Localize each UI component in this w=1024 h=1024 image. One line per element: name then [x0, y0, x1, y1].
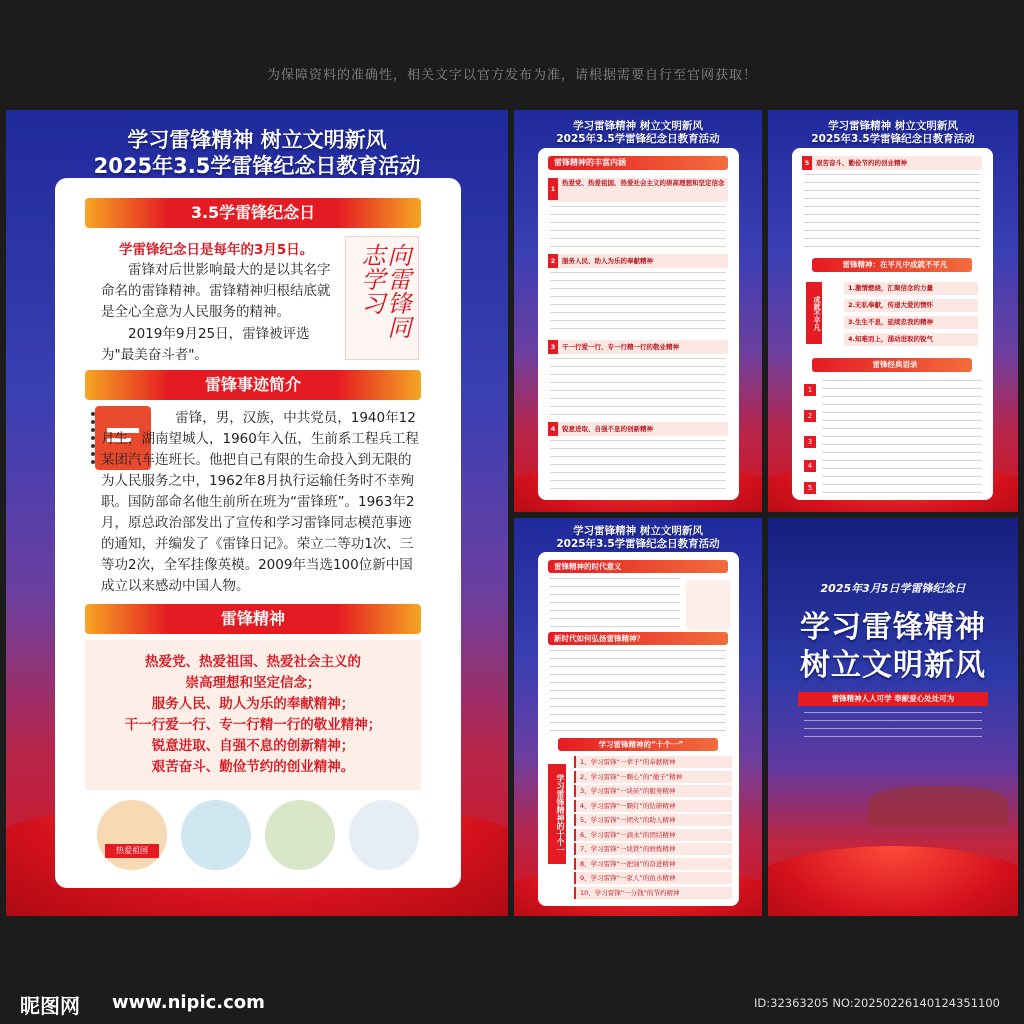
poster3-title: 学习雷锋精神 树立文明新风: [828, 120, 958, 132]
poster2-text-2: [550, 272, 726, 336]
spirit-line-2: 崇高理想和坚定信念；: [185, 675, 321, 691]
illustration-cleaning: [263, 798, 337, 872]
poster5-date: 2025年3月5日学雷锋纪念日: [820, 582, 966, 595]
main-subtitle: 2025年3.5学雷锋纪念日教育活动: [93, 154, 421, 178]
poster4-title: 学习雷锋精神 树立文明新风: [573, 525, 703, 537]
poster2-item-1: 1 热爱党、热爱祖国、热爱社会主义的崇高理想和坚定信念: [548, 178, 728, 202]
poster3-item-5: 5 艰苦奋斗、勤俭节约的创业精神: [802, 156, 982, 170]
ten-item: 7、学习雷锋“一块铁”的磨炼精神: [574, 843, 732, 855]
poster5-ribbon-label: 雷锋精神人人可学 奉献爱心处处可为: [798, 692, 988, 706]
ten-item: 3、学习雷锋“一块砖”的服务精神: [574, 785, 732, 797]
deeds-body: 雷锋，男，汉族，中共党员，1940年12月生，湖南望城人，1960年入伍，生前系工程兵工程某团汽车连班长。他把自己有限的生命投入到无限的为人民服务之中，1962年8月执行运输任务时不幸殉职。国防部命名他生前所在班为“雷锋班”。1963年2月，原总政治部发出了宣传和学习雷锋同志模范事迹的通知，并编发了《雷锋日记》。荣立二等功1次、三等功2次，全军挂像英模。2009年当选100位新中国成立以来感动中国人物。: [101, 410, 419, 594]
ten-item: 2、学习雷锋“一颗心”的“傻子”精神: [574, 771, 732, 783]
site-url[interactable]: www.nipic.com: [112, 992, 265, 1013]
red-ribbon-decoration: [768, 846, 1018, 916]
site-logo[interactable]: 昵图网: [20, 994, 80, 1018]
section-title-memorial-day: 3.5学雷锋纪念日: [85, 198, 421, 228]
poster2-item-2: 2 服务人民、助人为乐的奉献精神: [548, 254, 728, 268]
branch-2: 2.无私奉献，传递大爱的情怀: [844, 299, 978, 312]
poster5-title-1: 学习雷锋精神: [800, 610, 986, 645]
illustration-helping: [179, 798, 253, 872]
memorial-body-1: 雷锋对后世影响最大的是以其名字命名的雷锋精神。雷锋精神归根结底就是全心全意为人民服务的精神。: [101, 262, 331, 320]
quote-num-2: 2: [804, 410, 816, 422]
poster-5: [768, 518, 1018, 916]
memorial-lead: 学雷锋纪念日是每年的3月5日。: [119, 242, 314, 258]
poster2-text-4: [550, 440, 726, 490]
poster4-heading-1: 雷锋精神的时代意义: [548, 560, 728, 573]
quote-num-3: 3: [804, 436, 816, 448]
main-poster: [6, 110, 508, 916]
main-title: 学习雷锋精神 树立文明新风: [127, 128, 387, 152]
poster4-subtitle: 2025年3.5学雷锋纪念日教育活动: [556, 538, 720, 550]
poster4-vertical-label: 学习雷锋精神的十个一: [548, 764, 566, 864]
main-card: [55, 178, 461, 888]
illus-label: 热爱祖国: [105, 844, 159, 858]
poster3-subtitle: 2025年3.5学雷锋纪念日教育活动: [811, 133, 975, 145]
poster3-card: [792, 148, 993, 500]
spirit-line-6: 艰苦奋斗、勤俭节约的创业精神。: [151, 759, 355, 775]
quote-num-5: 5: [804, 482, 816, 494]
poster2-item-3: 3 干一行爱一行、专一行精一行的敬业精神: [548, 340, 728, 354]
illustration-kids-flag: [95, 798, 169, 872]
poster2-card: [538, 148, 739, 500]
illustration-volunteers: [347, 798, 421, 872]
image-id: ID:32363205 NO:20250226140124351100: [754, 996, 1000, 1010]
memorial-body-2: 2019年9月25日，雷锋被评选为"最美奋斗者"。: [101, 326, 310, 363]
spirit-box: [85, 640, 421, 790]
poster3-quotes-text: [822, 380, 982, 494]
poster2-subtitle: 2025年3.5学雷锋纪念日教育活动: [556, 133, 720, 145]
poster3-vertical-label: 成就不平凡: [806, 282, 822, 344]
spirit-line-4: 干一行爱一行、专一行精一行的敬业精神；: [124, 717, 382, 733]
ten-item: 6、学习雷锋“一滴水”的团结精神: [574, 829, 732, 841]
section-title-spirit: 雷锋精神: [85, 604, 421, 634]
ten-item: 9、学习雷锋“一家人”的鱼水精神: [574, 872, 732, 884]
ten-item: 4、学习雷锋“一颗钉”的钻研精神: [574, 800, 732, 812]
poster2-item-4: 4 锐意进取、自强不息的创新精神: [548, 422, 728, 436]
poster2-title: 学习雷锋精神 树立文明新风: [573, 120, 703, 132]
poster2-heading: 雷锋精神的丰富内涵: [548, 156, 728, 170]
spirit-line-5: 锐意进取、自强不息的创新精神；: [151, 738, 355, 754]
ten-item: 5、学习雷锋“一团火”的助人精神: [574, 814, 732, 826]
poster4-text-2: [550, 650, 726, 734]
calligraphy-image: [345, 236, 419, 360]
poster-4: [514, 518, 762, 916]
poster4-heading-3: 学习雷锋精神的“十个一”: [558, 738, 718, 751]
poster-3: [768, 110, 1018, 512]
quote-num-1: 1: [804, 384, 816, 396]
poster3-quotes-heading: 雷锋经典语录: [812, 358, 972, 372]
poster3-subheading: 雷锋精神：在平凡中成就不平凡: [812, 258, 972, 272]
poster2-text-1: [550, 206, 726, 250]
landmark-silhouette: [868, 786, 1008, 826]
ten-list: [574, 756, 732, 901]
quote-num-4: 4: [804, 460, 816, 472]
poster-2: [514, 110, 762, 512]
branch-3: 3.生生不息，延续忠我的精神: [844, 316, 978, 329]
ten-item: 8、学习雷锋“一把油”的奋进精神: [574, 858, 732, 870]
poster2-text-3: [550, 358, 726, 418]
spirit-line-1: 热爱党、热爱祖国、热爱社会主义的: [145, 654, 361, 670]
spirit-line-3: 服务人民、助人为乐的奉献精神；: [151, 696, 355, 712]
poster4-heading-2: 新时代如何弘扬雷锋精神？: [548, 632, 728, 645]
branch-4: 4.知难而上，涌动进取的锐气: [844, 333, 978, 346]
poster5-title-2: 树立文明新风: [800, 648, 986, 683]
ten-item: 10、学习雷锋“一分钱”的节约精神: [574, 887, 732, 899]
ten-item: 1、学习雷锋“一辈子”的奉献精神: [574, 756, 732, 768]
poster4-card: [538, 552, 739, 906]
poster3-text-5: [804, 174, 980, 250]
poster4-text-1: [550, 578, 680, 628]
calligraphy-text: 向雷锋同志学习: [357, 243, 411, 339]
poster5-text: [804, 712, 982, 742]
watermark-notice: 为保障资料的准确性，相关文字以官方发布为准，请根据需要自行至官网获取！: [266, 68, 757, 83]
section-title-deeds: 雷锋事迹简介: [85, 370, 421, 400]
branch-1: 1.激情燃烧，汇聚信念的力量: [844, 282, 978, 295]
leifeng-portrait-icon: [686, 580, 730, 630]
site-footer: [0, 978, 1024, 1024]
